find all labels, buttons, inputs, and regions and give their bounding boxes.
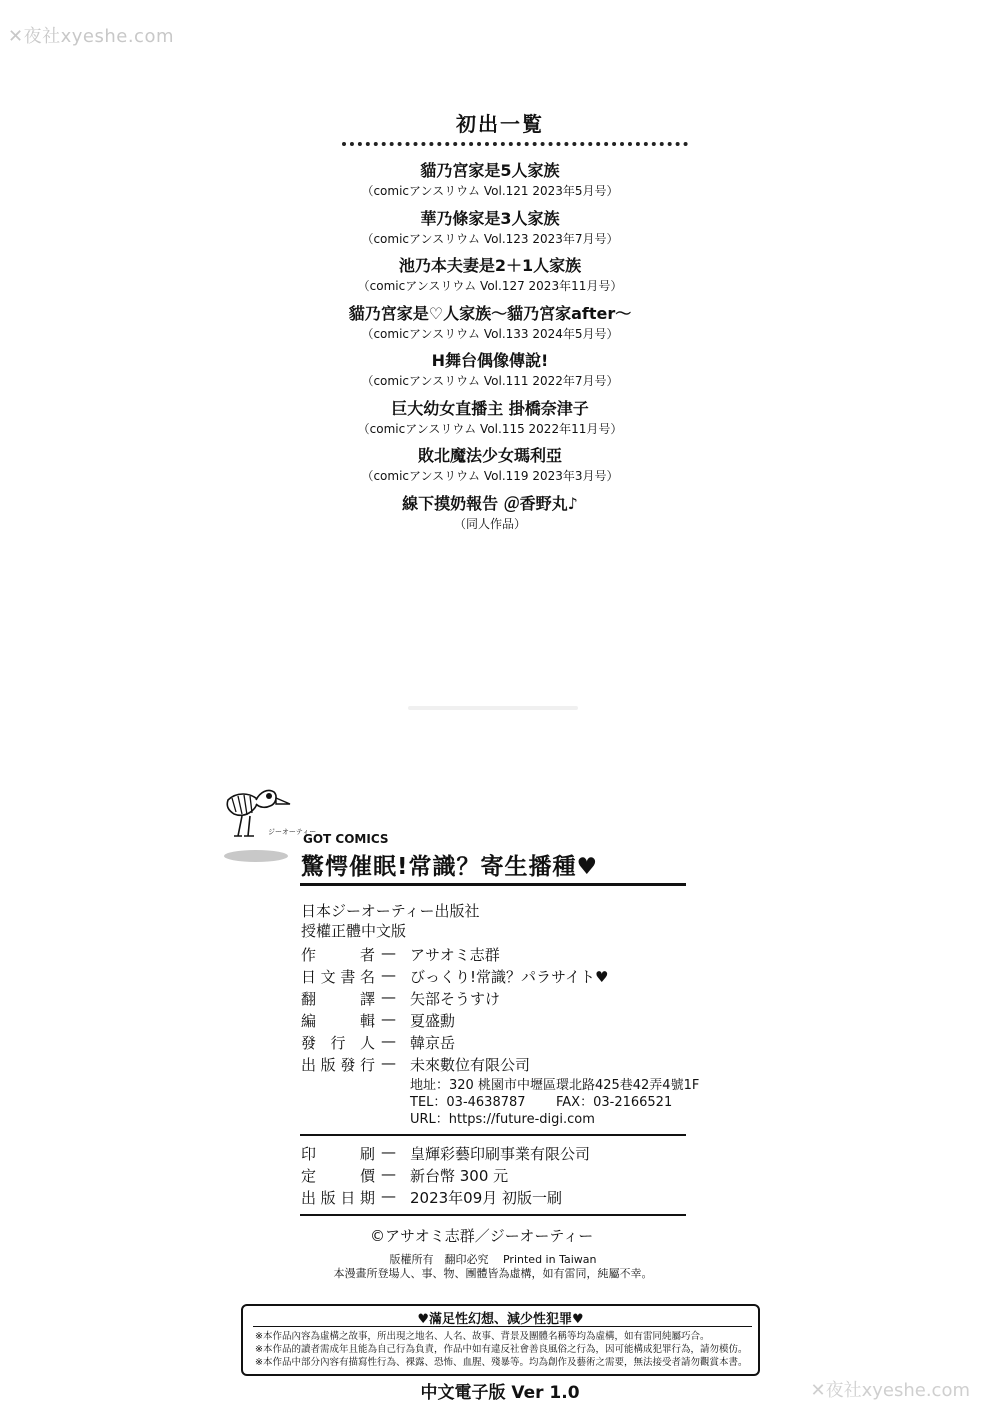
- toc-entry: [260, 303, 720, 351]
- credit-value: 新台幣 300 元: [410, 1167, 509, 1185]
- notice-body: [255, 1330, 747, 1369]
- book-title: 驚愕催眠!常識？寄生播種♥: [301, 854, 599, 880]
- notice-line-item: ※本作品中部分內容有描寫性行為、裸露、恐怖、血腥、殘暴等。均為創作及藝術之需要，無法接受者請勿觀賞本書。: [255, 1357, 748, 1368]
- watermark-top: ✕夜社xyeshe.com: [8, 26, 174, 47]
- credit-dash: —: [381, 944, 396, 962]
- toc-entry: [260, 208, 720, 256]
- publisher-address: 地址：320 桃園市中壢區環北路425巷42弄4號1F: [410, 1078, 700, 1093]
- faint-watermark-mark: [408, 700, 578, 716]
- credit-key: 日文書名: [301, 968, 375, 986]
- credit-value: 未來數位有限公司: [410, 1056, 531, 1074]
- credit-key: 發行人: [301, 1034, 375, 1052]
- toc-entry: [260, 493, 720, 541]
- publisher-tel: TEL：03-4638787: [410, 1095, 526, 1110]
- entry-source: （comicアンスリウム Vol.127 2023年11月号）: [357, 279, 623, 293]
- entry-source: （同人作品）: [453, 516, 526, 531]
- credit-dash: —: [381, 1032, 396, 1050]
- entry-source: （comicアンスリウム Vol.121 2023年5月号）: [361, 184, 619, 198]
- credit-value: 皇輝彩藝印刷事業有限公司: [410, 1145, 591, 1163]
- section-rule: [300, 1214, 686, 1216]
- toc-entry: [260, 398, 720, 446]
- credit-key: 編輯: [301, 1012, 375, 1030]
- disclaimer-line: 本漫畫所登場人、事、物、團體皆為虛構，如有雷同，純屬不幸。: [333, 1267, 653, 1280]
- credit-dash: —: [381, 988, 396, 1006]
- entry-source: （comicアンスリウム Vol.111 2022年7月号）: [361, 374, 619, 388]
- credit-dash: —: [381, 1010, 396, 1028]
- title-rule: [300, 883, 686, 886]
- credit-dash: —: [381, 1143, 396, 1161]
- series-label: GOT COMICS: [303, 832, 389, 846]
- entry-title: 巨大幼女直播主 掛橋奈津子: [391, 398, 589, 418]
- toc-entries: [260, 160, 720, 540]
- credit-value: びっくり!常識？パラサイト♥: [410, 968, 609, 986]
- entry-title: 貓乃宮家是♡人家族～貓乃宮家after～: [348, 303, 632, 323]
- entry-source: （comicアンスリウム Vol.119 2023年3月号）: [361, 469, 619, 483]
- dotted-divider: [342, 142, 688, 146]
- notice-box: [241, 1304, 760, 1376]
- toc-title: 初出一覧: [456, 112, 544, 136]
- notice-line-item: ※本作品的讀者需成年且能為自己行為負責，作品中如有違反社會善良風俗之行為，因可能構成犯罪行為，請勿模仿。: [255, 1344, 748, 1355]
- publisher-line-1: 日本ジーオーティー出版社: [301, 902, 480, 920]
- toc-entry: [260, 350, 720, 398]
- logo-text: ジーオーティー: [268, 828, 317, 836]
- first-appearance-list: [300, 108, 720, 531]
- publisher-fax: FAX：03-2166521: [556, 1095, 673, 1110]
- credit-key: 出版日期: [301, 1189, 375, 1207]
- notice-line-item: ※本作品內容為虛構之故事，所出現之地名、人名、故事、背景及團體名稱等均為虛構，如有雷同純屬巧合。: [255, 1331, 710, 1342]
- credit-value: 2023年09月 初版一刷: [410, 1189, 563, 1207]
- credit-value: 矢部そうすけ: [410, 990, 501, 1008]
- toc-entry: [260, 160, 720, 208]
- entry-title: 線下摸奶報告 ＠香野丸♪: [402, 493, 578, 513]
- credit-dash: —: [381, 1187, 396, 1205]
- rights-line: 版權所有 翻印必究 Printed in Taiwan: [389, 1253, 597, 1266]
- entry-title: H舞台偶像傳說!: [431, 351, 549, 370]
- entry-title: 池乃本夫妻是2＋1人家族: [398, 256, 582, 275]
- publisher-url: URL：https://future-digi.com: [410, 1112, 595, 1127]
- credit-key: 出版發行: [301, 1056, 375, 1074]
- copyright-line: ©アサオミ志群／ジーオーティー: [370, 1227, 594, 1245]
- entry-title: 敗北魔法少女瑪利亞: [417, 446, 562, 465]
- watermark-faint: [408, 700, 578, 720]
- credit-dash: —: [381, 1054, 396, 1072]
- credit-key: 翻譯: [301, 990, 375, 1008]
- entry-source: （comicアンスリウム Vol.123 2023年7月号）: [361, 231, 619, 246]
- notice-header: ♥滿足性幻想、減少性犯罪♥: [417, 1312, 584, 1327]
- credit-dash: —: [381, 1165, 396, 1183]
- entry-source: （comicアンスリウム Vol.115 2022年11月号）: [357, 421, 623, 436]
- notice-divider: [253, 1326, 752, 1327]
- edition-label: 中文電子版 Ver 1.0: [420, 1383, 580, 1403]
- entry-title: 貓乃宮家是5人家族: [420, 161, 560, 180]
- credit-value: 韓京岳: [410, 1034, 456, 1052]
- toc-entry: [260, 445, 720, 493]
- bird-logo-icon: [222, 782, 317, 866]
- entry-title: 華乃條家是3人家族: [420, 208, 560, 228]
- watermark-bottom: ✕夜社xyeshe.com: [810, 1380, 970, 1401]
- credit-dash: —: [381, 966, 396, 984]
- credit-key: 印刷: [301, 1145, 375, 1163]
- credit-key: 作者: [301, 946, 375, 964]
- credit-key: 定價: [301, 1167, 375, 1185]
- credit-value: 夏盛勳: [410, 1012, 456, 1030]
- toc-entry: [260, 255, 720, 303]
- section-rule: [300, 1134, 686, 1136]
- credit-value: アサオミ志群: [410, 946, 500, 964]
- publisher-line-2: 授權正體中文版: [301, 922, 407, 940]
- entry-source: （comicアンスリウム Vol.133 2024年5月号）: [361, 326, 619, 341]
- rights-block: [300, 1253, 686, 1281]
